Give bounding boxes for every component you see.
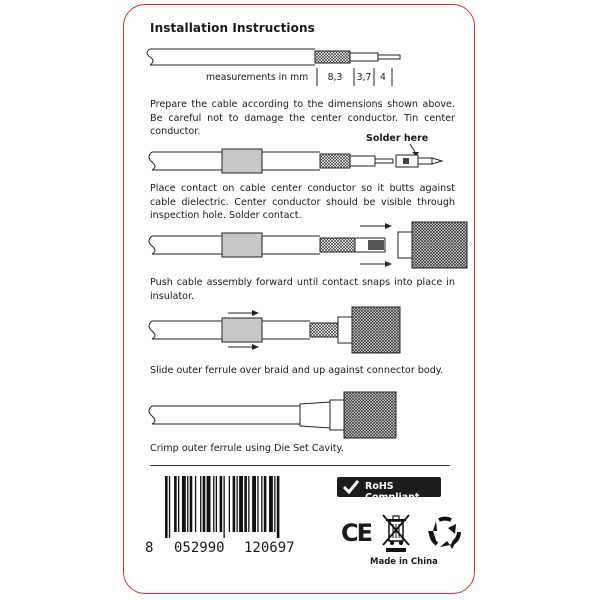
rohs-label: RoHS Compliant [365, 481, 420, 503]
made-in-label: Made in China [370, 557, 438, 567]
barcode-bar [269, 476, 273, 532]
step-text: Place contact on cable center conductor so it butts against cable dielectric. Center conductor should be visible through inspection hole. Solder contact. [150, 183, 455, 221]
ce-mark-icon: CE [341, 519, 372, 547]
barcode-bar [257, 476, 258, 532]
barcode-bar [216, 476, 217, 532]
barcode-bar [187, 476, 188, 532]
recycle-icon [425, 512, 465, 552]
barcode-bar [182, 476, 186, 532]
barcode-bar [174, 476, 177, 532]
barcode-bar [195, 476, 196, 532]
barcode-right-group: 120697 [244, 540, 295, 556]
push-assembly-diagram [140, 220, 470, 270]
measurements-label: measurements in mm [206, 72, 309, 83]
barcode-bar [229, 476, 230, 532]
crimp-ferrule-diagram [140, 390, 400, 440]
barcode-left-group: 052990 [174, 540, 225, 556]
barcode-bar [178, 476, 179, 532]
barcode-bar [261, 476, 262, 532]
barcode-bar [244, 476, 247, 532]
measurement-value: 8,3 [327, 72, 343, 83]
barcode-bar [203, 476, 206, 532]
barcode-bar [165, 476, 168, 538]
barcode-bar [190, 476, 193, 532]
barcode-bar [237, 476, 238, 532]
slide-ferrule-diagram [140, 305, 400, 355]
step-text: Crimp outer ferrule using Die Set Cavity. [150, 443, 344, 454]
barcode-bar [277, 476, 280, 538]
barcode-bar [248, 476, 249, 532]
step-text: Prepare the cable according to the dimensions shown above. Be careful not to damage the center conductor. Tin center conductor. [150, 99, 455, 137]
page-title: Installation Instructions [150, 21, 315, 35]
barcode-bar [220, 476, 223, 532]
rohs-badge [337, 477, 441, 503]
measurement-value: 4 [380, 72, 386, 83]
barcode-bar [274, 476, 275, 532]
solder-contact-diagram [140, 140, 460, 176]
barcode-bar [239, 476, 243, 532]
barcode-lead-digit: 8 [145, 540, 154, 556]
barcode-bar [264, 476, 267, 532]
barcode-bar [169, 476, 170, 538]
step-text: Slide outer ferrule over braid and up against connector body. [150, 365, 444, 376]
weee-crossed-bin-icon [380, 513, 412, 553]
barcode-bar [252, 476, 256, 532]
solder-label: Solder here [366, 133, 429, 144]
divider [150, 465, 450, 466]
checkmark-icon [342, 479, 360, 495]
barcode-bar [213, 476, 214, 532]
step-text: Push cable assembly forward until contact snaps into place in insulator. [150, 277, 455, 302]
barcode-bar [200, 476, 201, 532]
barcode-bar [224, 476, 225, 538]
barcode [165, 476, 315, 538]
measurement-value: 3,7 [356, 72, 372, 83]
barcode-bar [207, 476, 211, 532]
barcode-bar [233, 476, 236, 532]
